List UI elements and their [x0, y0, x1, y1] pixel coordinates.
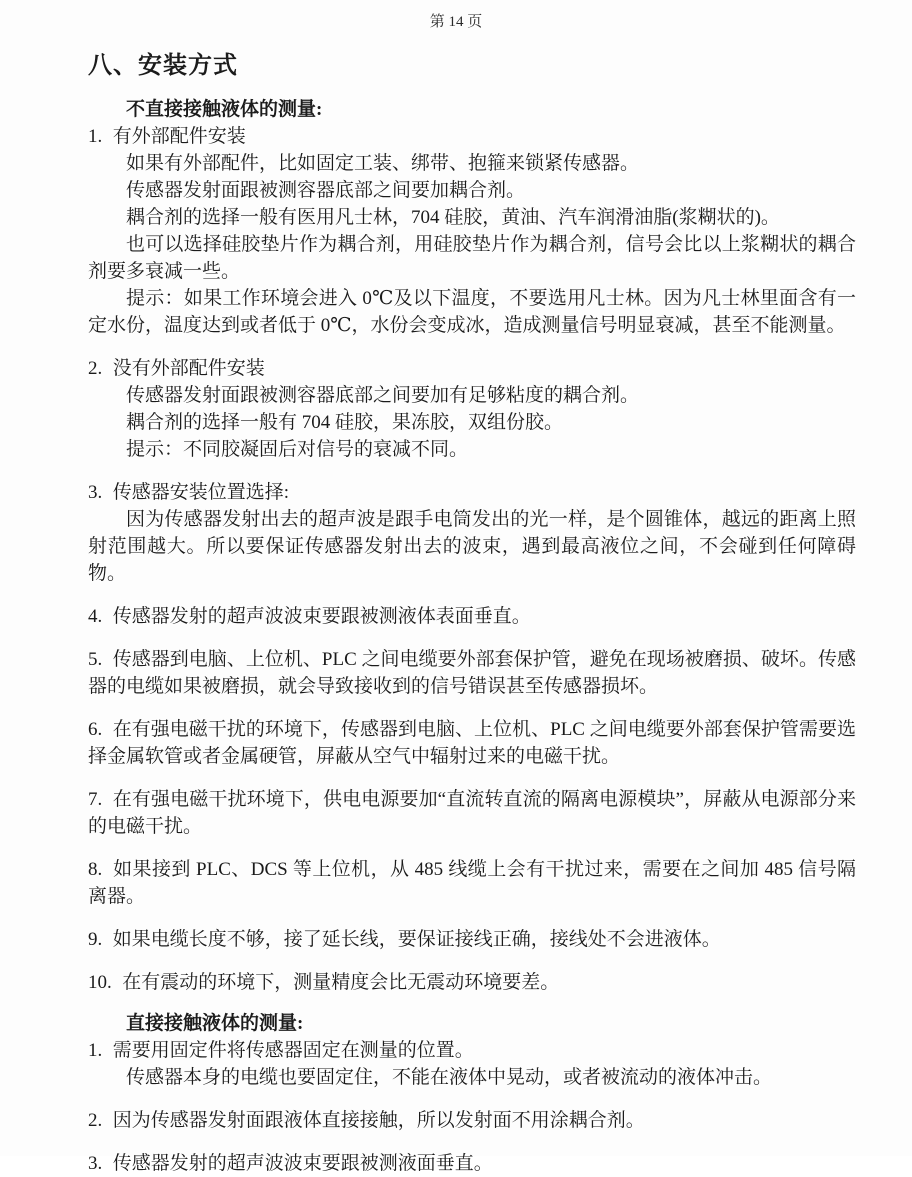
item-number: 3.: [88, 1153, 103, 1174]
section: [88, 96, 856, 996]
item-first-line: [88, 479, 856, 506]
item-text: 需要用固定件将传感器固定在测量的位置。: [112, 1040, 474, 1061]
item-text: 在有强电磁干扰环境下，供电电源要加“直流转直流的隔离电源模块”，屏蔽从电源部分来的电磁干扰。: [88, 789, 856, 837]
item-paragraph: 耦合剂的选择一般有医用凡士林，704 硅胶，黄油、汽车润滑油脂(浆糊状的)。: [126, 207, 780, 228]
item-text: 有外部配件安装: [112, 126, 246, 147]
list-item: [88, 926, 856, 953]
list-item: [88, 716, 856, 770]
item-number: 5.: [88, 649, 103, 670]
page-title: 八、安装方式: [88, 53, 238, 79]
section-heading: 直接接触液体的测量:: [126, 1013, 304, 1034]
section: [88, 1010, 856, 1177]
item-text: 如果电缆长度不够，接了延长线，要保证接线正确，接线处不会进液体。: [112, 929, 721, 950]
item-first-line: [88, 716, 856, 770]
item-text: 在有震动的环境下，测量精度会比无震动环境要差。: [122, 972, 560, 993]
item-text: 传感器到电脑、上位机、PLC 之间电缆要外部套保护管，避免在现场被磨损、破坏。传感器的电缆如果被磨损，就会导致接收到的信号错误甚至传感器损坏。: [88, 649, 856, 697]
item-paragraph: 如果有外部配件，比如固定工装、绑带、抱箍来锁紧传感器。: [126, 153, 640, 174]
item-paragraph: 也可以选择硅胶垫片作为耦合剂，用硅胶垫片作为耦合剂，信号会比以上浆糊状的耦合剂要多衰减一些。: [88, 234, 856, 282]
item-number: 2.: [88, 358, 103, 379]
sections: [88, 96, 856, 1177]
list-item: [88, 646, 856, 700]
item-paragraph: 传感器发射面跟被测容器底部之间要加耦合剂。: [126, 180, 526, 201]
item-first-line: [88, 603, 856, 630]
item-first-line: [88, 1150, 856, 1177]
page-number: 第 14 页: [429, 14, 483, 30]
item-text: 因为传感器发射面跟液体直接接触，所以发射面不用涂耦合剂。: [112, 1110, 645, 1131]
list-item: [88, 479, 856, 587]
item-number: 4.: [88, 606, 103, 627]
item-first-line: [88, 786, 856, 840]
item-number: 1.: [88, 126, 103, 147]
list-item: [88, 1037, 856, 1091]
list-item: [88, 856, 856, 910]
item-paragraph: 提示：不同胶凝固后对信号的衰减不同。: [126, 439, 469, 460]
item-paragraph: 因为传感器发射出去的超声波是跟手电筒发出的光一样，是个圆锥体，越远的距离上照射范围越大。所以要保证传感器发射出去的波束，遇到最高液位之间，不会碰到任何障碍物。: [88, 509, 856, 584]
item-number: 9.: [88, 929, 103, 950]
section-heading: 不直接接触液体的测量:: [126, 99, 323, 120]
item-first-line: [88, 1107, 856, 1134]
item-number: 7.: [88, 789, 103, 810]
item-first-line: [88, 646, 856, 700]
item-text: 如果接到 PLC、DCS 等上位机，从 485 线缆上会有干扰过来，需要在之间加 485 信号隔离器。: [88, 859, 856, 907]
item-first-line: [88, 926, 856, 953]
item-number: 10.: [88, 972, 112, 993]
item-number: 2.: [88, 1110, 103, 1131]
item-first-line: [88, 123, 856, 150]
list-item: [88, 123, 856, 339]
list-item: [88, 969, 856, 996]
item-text: 没有外部配件安装: [112, 358, 265, 379]
item-text: 在有强电磁干扰的环境下，传感器到电脑、上位机、PLC 之间电缆要外部套保护管需要选择金属软管或者金属硬管，屏蔽从空气中辐射过来的电磁干扰。: [88, 719, 856, 767]
list-item: [88, 1150, 856, 1177]
list-item: [88, 1107, 856, 1134]
item-paragraph: 提示：如果工作环境会进入 0℃及以下温度，不要选用凡士林。因为凡士林里面含有一定水份，温度达到或者低于 0℃，水份会变成冰，造成测量信号明显衰减，甚至不能测量。: [88, 288, 856, 336]
item-number: 3.: [88, 482, 103, 503]
item-number: 6.: [88, 719, 103, 740]
item-text: 传感器安装位置选择:: [112, 482, 289, 503]
item-paragraph: 传感器发射面跟被测容器底部之间要加有足够粘度的耦合剂。: [126, 385, 640, 406]
item-first-line: [88, 1037, 856, 1064]
item-number: 1.: [88, 1040, 103, 1061]
list-item: [88, 603, 856, 630]
item-paragraph: 耦合剂的选择一般有 704 硅胶，果冻胶，双组份胶。: [126, 412, 564, 433]
item-number: 8.: [88, 859, 103, 880]
item-text: 传感器发射的超声波波束要跟被测液体表面垂直。: [112, 606, 531, 627]
item-first-line: [88, 969, 856, 996]
item-text: 传感器发射的超声波波束要跟被测液面垂直。: [112, 1153, 493, 1174]
item-paragraph: 传感器本身的电缆也要固定住，不能在液体中晃动，或者被流动的液体冲击。: [126, 1067, 773, 1088]
item-first-line: [88, 856, 856, 910]
list-item: [88, 786, 856, 840]
list-item: [88, 355, 856, 463]
item-first-line: [88, 355, 856, 382]
